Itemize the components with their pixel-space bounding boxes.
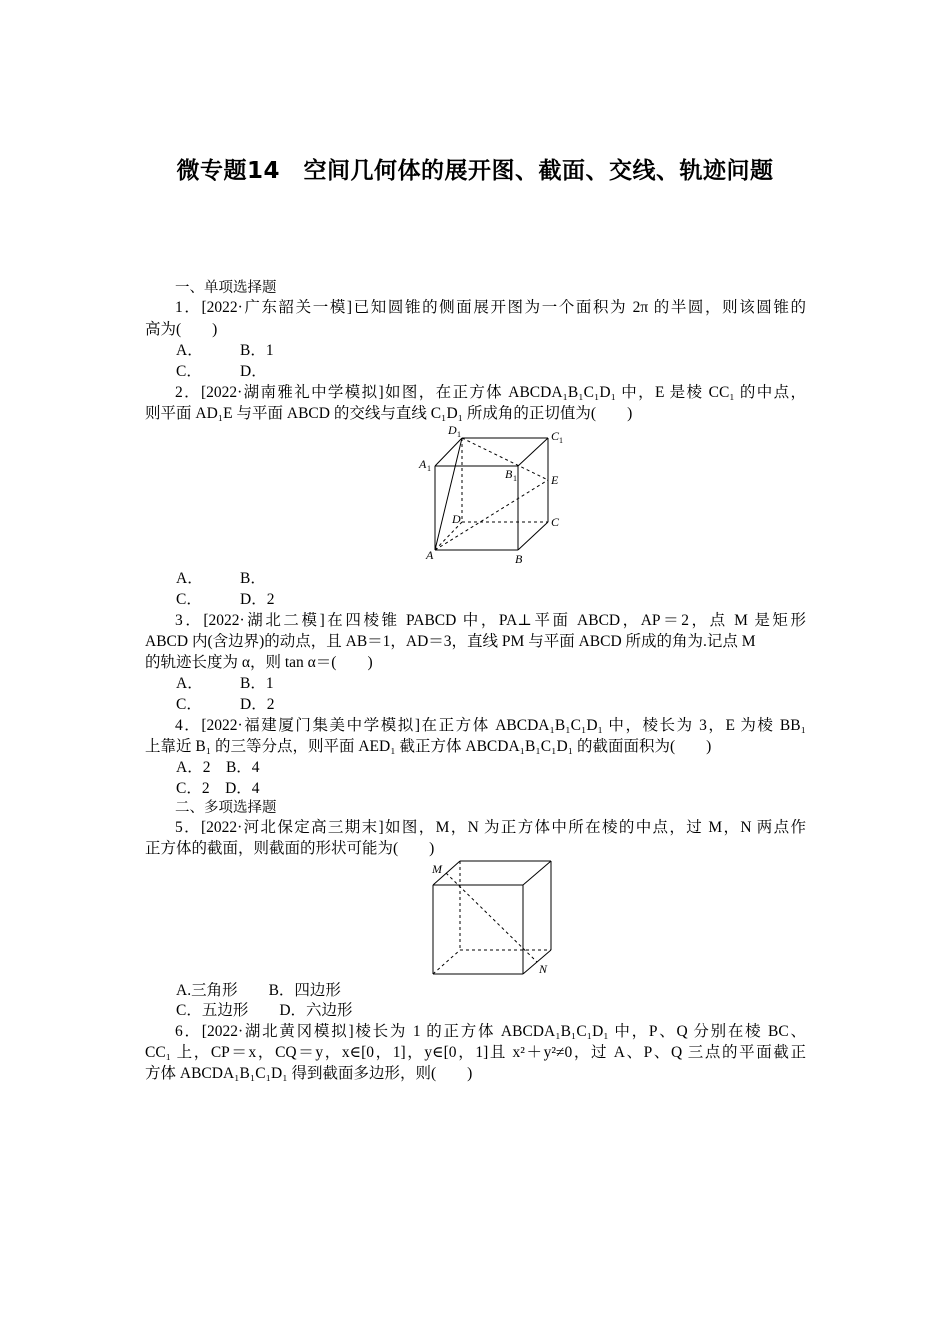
q4-stem-line2: 上靠近 B₁ 的三等分点，则平面 AED₁ 截正方体 ABCDA₁B₁C₁D₁ 的截面面积为( ) <box>145 738 712 755</box>
q5-stem-line1: 5．[2022·河北保定高三期末]如图，M，N 为正方体中所在棱的中点，过 M，N 两点作 <box>175 819 806 836</box>
q2-option-b: B． <box>240 570 266 587</box>
q2-cube-figure <box>410 420 580 570</box>
q2-option-d: D．2 <box>240 591 275 608</box>
q2-option-a: A． <box>176 570 203 587</box>
q6-stem-line1: 6．[2022·湖北黄冈模拟]棱长为 1 的正方体 ABCDA₁B₁C₁D₁ 中，P、Q 分别在棱 BC、 <box>175 1023 806 1040</box>
q5-options-row2: C．五边形 D．六边形 <box>176 1002 353 1019</box>
label-c: C <box>551 515 560 529</box>
label-a1: A <box>419 457 427 471</box>
line-a-d1 <box>435 438 462 550</box>
q1-option-d: D． <box>240 363 267 380</box>
q3-stem-line3: 的轨迹长度为 α，则 tan α＝( ) <box>145 654 373 671</box>
q1-options-row1 <box>176 341 274 361</box>
q4-options-row1: A．2 B．4 <box>176 759 260 776</box>
label-d: D <box>452 512 461 526</box>
q1-option-c: C． <box>176 363 202 380</box>
section-heading-multi-choice: 二、多项选择题 <box>175 800 277 816</box>
q3-option-c: C． <box>176 696 202 713</box>
q1-option-b: B．1 <box>240 342 274 359</box>
q1-stem-line2: 高为( ) <box>145 321 218 338</box>
page-title: 微专题14 空间几何体的展开图、截面、交线、轨迹问题 <box>176 158 774 184</box>
q1-options-row2 <box>176 362 267 382</box>
q4-stem-line1: 4．[2022·福建厦门集美中学模拟]在正方体 ABCDA₁B₁C₁D₁ 中，棱长为 3，E 为棱 BB₁ <box>175 717 806 734</box>
q2-stem-line2: 则平面 AD₁E 与平面 ABCD 的交线与直线 C₁D₁ 所成角的正切值为( ) <box>145 405 633 422</box>
label-e: E <box>551 473 559 487</box>
label-d1: D <box>448 423 457 437</box>
q6-stem-line2: CC₁ 上，CP＝x，CQ＝y，x∈[0，1]，y∈[0，1]且 x²＋y²≠0，过 A、P、Q 三点的平面截正 <box>145 1044 806 1061</box>
q3-option-a: A． <box>176 675 203 692</box>
label-m: M <box>432 862 442 876</box>
q2-options-row1 <box>176 569 266 589</box>
q3-stem-line2: ABCD 内(含边界)的动点，且 AB＝1，AD＝3，直线 PM 与平面 ABCD 所成的角为.记点 M <box>145 633 756 650</box>
label-c1: C <box>551 429 560 443</box>
label-c1-sub: 1 <box>559 436 563 445</box>
label-n: N <box>539 962 548 976</box>
edge-a1-d1 <box>435 438 462 466</box>
q6-stem-line3: 方体 ABCDA₁B₁C₁D₁ 得到截面多边形，则( ) <box>145 1065 473 1082</box>
q5-cube-figure <box>428 857 563 982</box>
hidden-edge-bottom-left-depth <box>433 950 460 974</box>
q2-options-row2 <box>176 590 274 610</box>
label-b1: B <box>505 467 513 481</box>
label-b1-sub: 1 <box>513 474 517 483</box>
q1-stem-line1: 1．[2022·广东韶关一模]已知圆锥的侧面展开图为一个面积为 2π 的半圆，则该圆锥的 <box>175 299 806 316</box>
label-a1-sub: 1 <box>427 464 431 473</box>
edge-b1-c1 <box>518 438 548 466</box>
q5-stem-line2: 正方体的截面，则截面的形状可能为( ) <box>145 840 435 857</box>
q5-options-row1: A.三角形 B．四边形 <box>176 982 341 999</box>
section-heading-single-choice: 一、单项选择题 <box>175 280 277 296</box>
q3-options-row1 <box>176 674 274 694</box>
q4-options-row2: C．2 D．4 <box>176 780 260 797</box>
q3-option-b: B．1 <box>240 675 274 692</box>
q1-option-a: A． <box>176 342 203 359</box>
q2-stem-line1: 2．[2022·湖南雅礼中学模拟]如图，在正方体 ABCDA₁B₁C₁D₁ 中，E 是棱 CC₁ 的中点， <box>175 384 806 401</box>
q3-option-d: D．2 <box>240 696 275 713</box>
label-b: B <box>515 552 523 566</box>
label-d1-sub: 1 <box>457 430 461 439</box>
q3-stem-line1: 3．[2022·湖北二模]在四棱锥 PABCD 中，PA⊥平面 ABCD，AP＝2，点 M 是矩形 <box>175 612 806 629</box>
q2-option-c: C． <box>176 591 202 608</box>
q3-options-row2 <box>176 695 274 715</box>
edge-b-c <box>518 522 548 550</box>
label-a: A <box>426 548 434 562</box>
edge-top-right-depth <box>523 861 551 885</box>
